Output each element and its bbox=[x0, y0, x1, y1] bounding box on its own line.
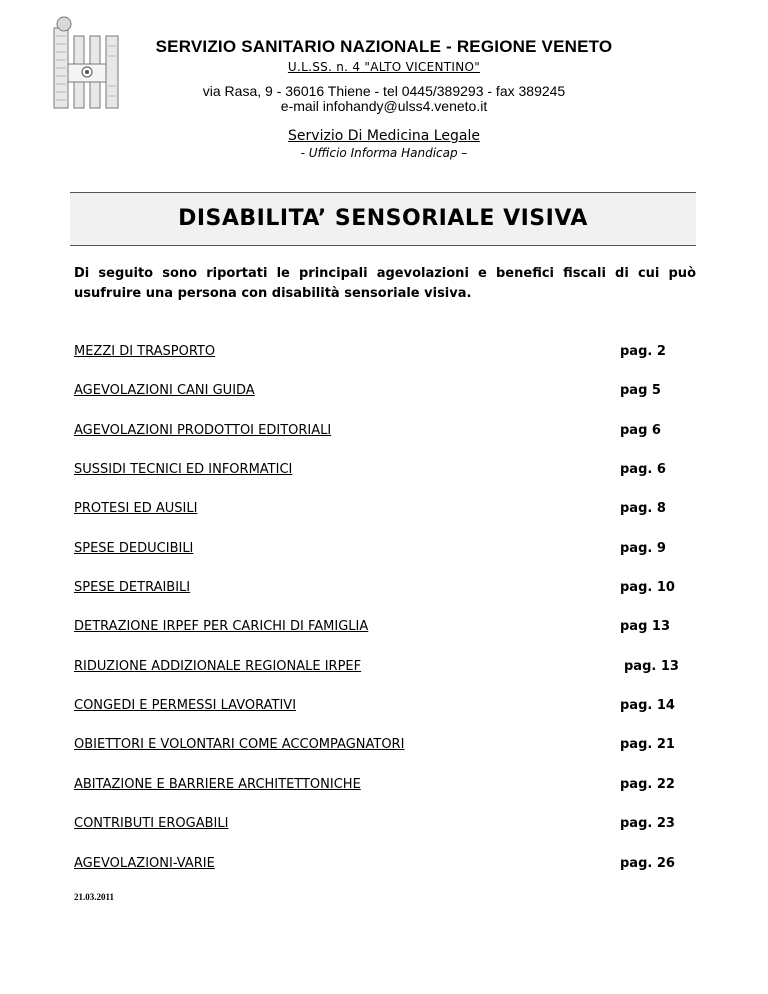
toc-item[interactable] bbox=[74, 698, 675, 718]
toc-page: pag. 26 bbox=[620, 856, 675, 871]
toc-item[interactable] bbox=[74, 816, 675, 836]
toc-item[interactable] bbox=[74, 501, 666, 521]
toc-label[interactable]: AGEVOLAZIONI CANI GUIDA bbox=[74, 383, 255, 398]
toc-label[interactable]: AGEVOLAZIONI PRODOTTOI EDITORIALI bbox=[74, 423, 332, 438]
toc-page: pag 5 bbox=[620, 383, 661, 398]
email: e-mail infohandy@ulss4.veneto.it bbox=[280, 98, 488, 114]
toc-item[interactable] bbox=[74, 344, 666, 364]
document-date: 21.03.2011 bbox=[74, 892, 115, 902]
ulss-name: U.L.SS. n. 4 "ALTO VICENTINO" bbox=[287, 60, 481, 74]
toc-label[interactable]: SPESE DETRAIBILI bbox=[74, 580, 191, 595]
toc-label[interactable]: SUSSIDI TECNICI ED INFORMATICI bbox=[74, 462, 293, 477]
toc-page: pag 6 bbox=[620, 423, 661, 438]
toc-item[interactable] bbox=[74, 856, 675, 876]
toc-page: pag. 8 bbox=[620, 501, 666, 516]
toc-label[interactable]: RIDUZIONE ADDIZIONALE REGIONALE IRPEF bbox=[74, 659, 362, 674]
toc-label[interactable]: OBIETTORI E VOLONTARI COME ACCOMPAGNATORI bbox=[74, 737, 405, 752]
toc-label[interactable]: CONTRIBUTI EROGABILI bbox=[74, 816, 229, 831]
intro-paragraph: Di seguito sono riportati le principali agevolazioni e benefici fiscali di cui può usufruire una persona con disabilità sensoriale visiva. bbox=[74, 266, 696, 301]
office-name: - Ufficio Informa Handicap – bbox=[300, 146, 468, 160]
toc-page: pag. 23 bbox=[620, 816, 675, 831]
toc-label[interactable]: CONGEDI E PERMESSI LAVORATIVI bbox=[74, 698, 297, 713]
page-title: DISABILITA’ SENSORIALE VISIVA bbox=[178, 206, 588, 231]
toc-item[interactable] bbox=[74, 423, 661, 443]
toc-label[interactable]: PROTESI ED AUSILI bbox=[74, 501, 198, 516]
toc-item[interactable] bbox=[74, 580, 675, 600]
toc-page: pag. 2 bbox=[620, 344, 666, 359]
toc-item[interactable] bbox=[74, 462, 666, 482]
toc-label[interactable]: MEZZI DI TRASPORTO bbox=[74, 344, 216, 359]
toc-item[interactable] bbox=[74, 777, 675, 797]
toc-item[interactable] bbox=[74, 383, 661, 403]
toc-page: pag. 14 bbox=[620, 698, 675, 713]
toc-label[interactable]: AGEVOLAZIONI-VARIE bbox=[74, 856, 215, 871]
toc-label[interactable]: DETRAZIONE IRPEF PER CARICHI DI FAMIGLIA bbox=[74, 619, 369, 634]
toc-page: pag. 6 bbox=[620, 462, 666, 477]
toc-page: pag. 22 bbox=[620, 777, 675, 792]
service-name: Servizio Di Medicina Legale bbox=[288, 128, 480, 144]
toc-label[interactable]: ABITAZIONE E BARRIERE ARCHITETTONICHE bbox=[74, 777, 361, 792]
toc-item[interactable] bbox=[74, 541, 666, 561]
toc-page: pag. 9 bbox=[620, 541, 666, 556]
toc-page: pag. 10 bbox=[620, 580, 675, 595]
toc-page: pag. 13 bbox=[624, 659, 679, 674]
address: via Rasa, 9 - 36016 Thiene - tel 0445/389293 - fax 389245 bbox=[202, 83, 566, 99]
toc-page: pag 13 bbox=[620, 619, 671, 634]
toc-item[interactable] bbox=[74, 659, 679, 679]
toc-page: pag. 21 bbox=[620, 737, 675, 752]
toc-label[interactable]: SPESE DEDUCIBILI bbox=[74, 541, 194, 556]
toc-item[interactable] bbox=[74, 619, 671, 639]
title-box bbox=[70, 192, 696, 246]
toc-item[interactable] bbox=[74, 737, 675, 757]
organization-name: SERVIZIO SANITARIO NAZIONALE - REGIONE VENETO bbox=[155, 37, 613, 56]
